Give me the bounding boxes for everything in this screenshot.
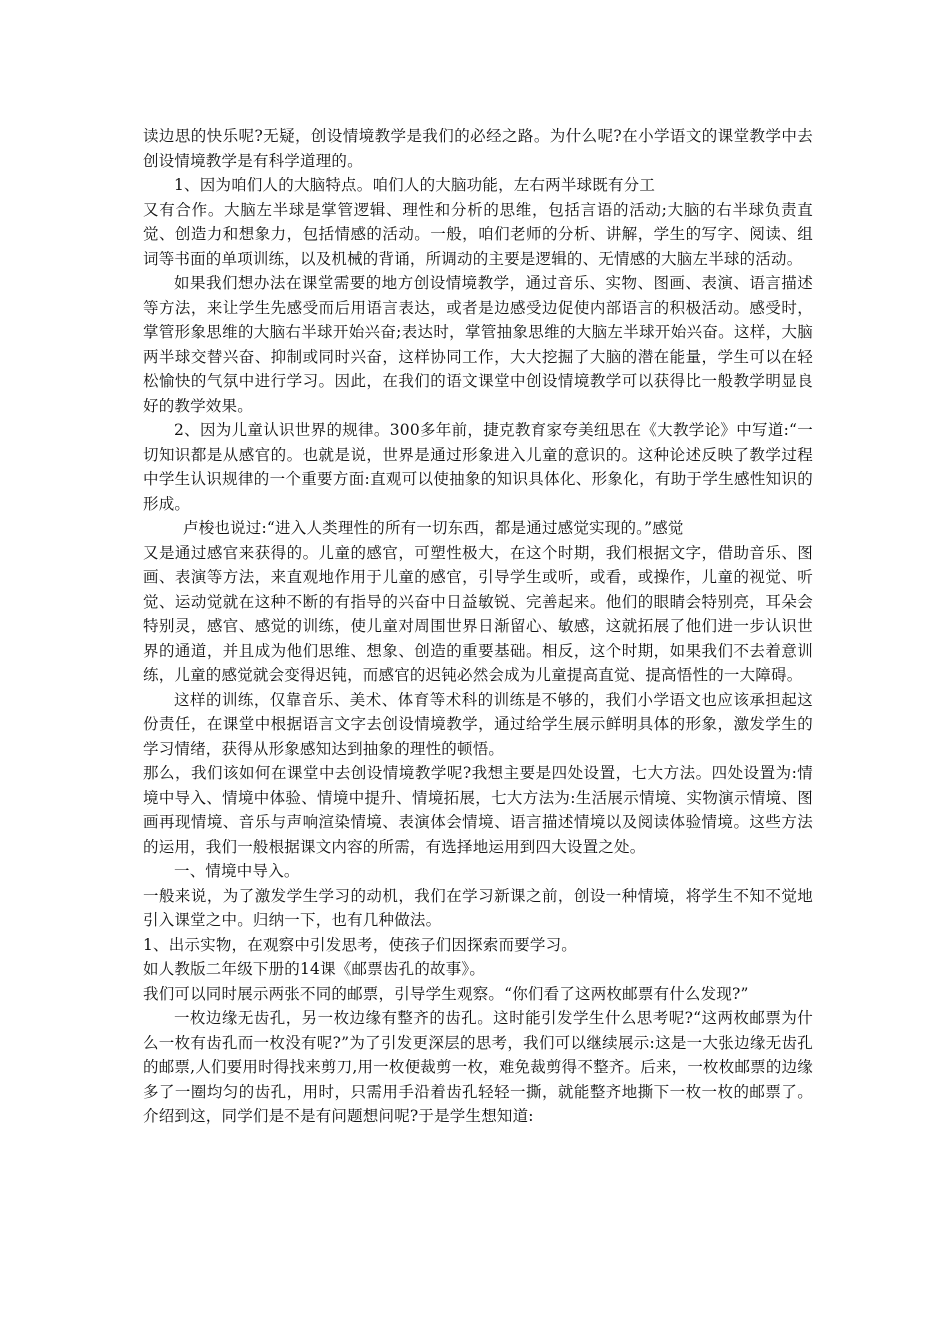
- paragraph-12: 1、出示实物，在观察中引发思考，使孩子们因探索而要学习。: [143, 935, 577, 954]
- paragraph-7: 又是通过感官来获得的。儿童的感官，可塑性极大，在这个时期，我们根据文字，借助音乐、图画、表演等方法，来直观地作用于儿童的感官，引导学生或听，或看，或操作，儿童的视觉、听觉、运动觉就在这种不断的有指导的兴奋中日益敏锐、完善起来。他们的眼睛会特别亮，耳朵会特别灵，感官、感觉的训练，使儿童对周围世界日渐留心、敏感，这就拓展了他们进一步认识世界的通道，并且成为他们思维、想象、创造的重要基础。相反，这个时期，如果我们不去着意训练，儿童的感觉就会变得迟钝，而感官的迟钝必然会成为儿童提高直觉、提高悟性的一大障碍。: [143, 543, 813, 684]
- paragraph-5: 2、因为儿童认识世界的规律。300多年前，捷克教育家夸美纽思在《大教学论》中写道:“一切知识都是从感官的。也就是说，世界是通过形象进入儿童的意识的。这种论述反映了教学过程中学生认识规律的一个重要方面:直观可以使抽象的知识具体化、形象化，有助于学生感性知识的形成。: [143, 421, 813, 513]
- paragraph-9: 那么，我们该如何在课堂中去创设情境教学呢?我想主要是四处设置，七大方法。四处设置为:情境中导入、情境中体验、情境中提升、情境拓展，七大方法为:生活展示情境、实物演示情境、图画再现情境、音乐与声响渲染情境、表演体会情境、语言描述情境以及阅读体验情境。这些方法的运用，我们一般根据课文内容的所需，有选择地运用到四大设置之处。: [143, 764, 813, 856]
- paragraph-14: 我们可以同时展示两张不同的邮票，引导学生观察。“你们看了这两枚邮票有什么发现?”: [143, 984, 749, 1003]
- paragraph-4: 如果我们想办法在课堂需要的地方创设情境教学，通过音乐、实物、图画、表演、语言描述等方法，来让学生先感受而后用语言表达，或者是边感受边促使内部语言的积极活动。感受时，掌管形象思维的大脑右半球开始兴奋;表达时，掌管抽象思维的大脑左半球开始兴奋。这样，大脑两半球交替兴奋、抑制或同时兴奋，这样协同工作，大大挖掘了大脑的潜在能量，学生可以在轻松愉快的气氛中进行学习。因此，在我们的语文课堂中创设情境教学可以获得比一般教学明显良好的教学效果。: [143, 274, 813, 415]
- paragraph-6: 卢梭也说过:“进入人类理性的所有一切东西，都是通过感觉实现的。”感觉: [183, 519, 684, 537]
- section-heading-1: 一、情境中导入。: [174, 862, 300, 880]
- document-body: [143, 124, 813, 1129]
- paragraph-1: 读边思的快乐呢?无疑，创设情境教学是我们的必经之路。为什么呢?在小学语文的课堂教学中去创设情境教学是有科学道理的。: [143, 127, 813, 170]
- paragraph-3: 又有合作。大脑左半球是掌管逻辑、理性和分析的思维，包括言语的活动;大脑的右半球负责直觉、创造力和想象力，包括情感的活动。一般，咱们老师的分析、讲解，学生的写字、阅读、组词等书面的单项训练，以及机械的背诵，所调动的主要是逻辑的、无情感的大脑左半球的活动。: [143, 200, 813, 268]
- paragraph-13: 如人教版二年级下册的14课《邮票齿孔的故事》。: [143, 960, 486, 978]
- paragraph-8: 这样的训练，仅靠音乐、美术、体育等术科的训练是不够的，我们小学语文也应该承担起这份责任，在课堂中根据语言文字去创设情境教学，通过给学生展示鲜明具体的形象，激发学生的学习情绪，获得从形象感知达到抽象的理性的顿悟。: [143, 690, 813, 758]
- paragraph-11: 一般来说，为了激发学生学习的动机，我们在学习新课之前，创设一种情境，将学生不知不觉地引入课堂之中。归纳一下，也有几种做法。: [143, 886, 813, 929]
- paragraph-2: 1、因为咱们人的大脑特点。咱们人的大脑功能，左右两半球既有分工: [174, 176, 656, 194]
- paragraph-15: 一枚边缘无齿孔，另一枚边缘有整齐的齿孔。这时能引发学生什么思考呢?“这两枚邮票为什么一枚有齿孔而一枚没有呢?”为了引发更深层的思考，我们可以继续展示:这是一大张边缘无齿孔的邮票,人们要用时得找来剪刀,用一枚便裁剪一枚，难免裁剪得不整齐。后来，一枚枚邮票的边缘多了一圈均匀的齿孔，用时，只需用手沿着齿孔轻轻一撕，就能整齐地撕下一枚一枚的邮票了。介绍到这，同学们是不是有问题想问呢?于是学生想知道:: [143, 1009, 813, 1125]
